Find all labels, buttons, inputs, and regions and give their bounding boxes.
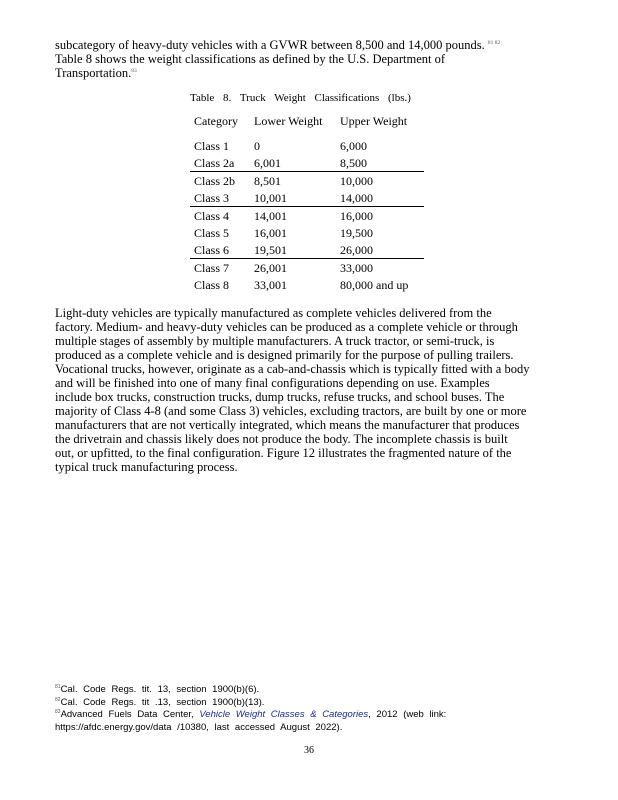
body-line: majority of Class 4-8 (and some Class 3) vehicles, excluding tractors, are built by one or more xyxy=(55,404,527,418)
header-lower-weight: Lower Weight xyxy=(254,113,323,128)
page-number: 36 xyxy=(304,745,314,756)
footnote-text: Cal. Code Regs. tit. 13, section 1900(b)(6). xyxy=(60,684,260,695)
body-line: factory. Medium- and heavy-duty vehicles can be produced as a complete vehicle or through xyxy=(55,320,518,334)
cell-category: Class 5 xyxy=(194,226,230,240)
cell-lower: 19,501 xyxy=(254,243,287,257)
cell-upper: 33,000 xyxy=(336,259,424,277)
body-line: produced as a complete vehicle and is designed primarily for the purpose of pulling trailers. xyxy=(55,348,514,362)
cell-upper: 19,500 xyxy=(340,226,373,240)
table-row xyxy=(190,241,424,259)
cell-lower: 6,001 xyxy=(254,156,281,170)
cell-category: Class 7 xyxy=(190,259,250,277)
footnotes xyxy=(55,684,446,734)
body-line: Vocational trucks, however, originate as a cab-and-chassis which is typically fitted with a body xyxy=(55,362,530,376)
cell-lower: 0 xyxy=(254,139,260,153)
footnote-82 xyxy=(55,697,446,710)
cell-lower: 10,001 xyxy=(254,191,287,205)
footnote-ref-83[interactable]: 83 xyxy=(131,68,137,74)
table-row xyxy=(190,130,424,154)
cell-upper: 6,000 xyxy=(340,139,367,153)
cell-lower: 16,001 xyxy=(254,226,287,240)
cell-lower: 14,001 xyxy=(250,207,336,225)
body-line: and will be finished into one of many final configurations depending on use. Examples xyxy=(55,376,490,390)
table-row xyxy=(190,189,424,207)
cell-upper: 80,000 and up xyxy=(340,278,409,292)
cell-lower: 33,001 xyxy=(254,278,287,292)
intro-line-3 xyxy=(55,66,555,80)
footnote-text: Advanced Fuels Data Center, xyxy=(60,709,194,720)
cell-category: Class 3 xyxy=(194,191,230,205)
intro-paragraph xyxy=(55,38,555,80)
footnote-number: 83 xyxy=(55,709,61,715)
footnote-number: 82 xyxy=(55,696,61,703)
table-row xyxy=(190,154,424,172)
cell-category: Class 6 xyxy=(194,243,230,257)
table-row xyxy=(190,276,424,293)
footnote-83-url: https://afdc.energy.gov/data /10380, last accessed August 2022). xyxy=(55,721,343,733)
footnote-81 xyxy=(55,684,446,697)
body-line: Light-duty vehicles are typically manufactured as complete vehicles delivered from the xyxy=(55,306,492,320)
body-line: include box trucks, construction trucks, dump trucks, refuse trucks, and school buses. The xyxy=(55,390,505,404)
intro-line-1 xyxy=(55,38,555,52)
body-line: the drivetrain and chassis likely does not produce the body. The incomplete chassis is built xyxy=(55,432,508,446)
footnote-number: 81 xyxy=(55,684,61,690)
footnote-ref-81-82[interactable]: 81 82 xyxy=(487,40,501,46)
footnote-text: Cal. Code Regs. tit .13, section 1900(b)(13). xyxy=(60,696,265,708)
intro-line-3-text: Transportation. xyxy=(55,66,132,80)
cell-upper: 26,000 xyxy=(340,243,373,257)
table-row xyxy=(190,224,424,241)
weight-class-table xyxy=(190,112,424,293)
body-line: manufacturers that are not vertically integrated, which means the manufacturer that produces xyxy=(55,418,520,432)
cell-category: Class 2a xyxy=(194,156,235,170)
body-line: multiple stages of assembly by multiple manufacturers. A truck tractor, or semi-truck, is xyxy=(55,334,495,348)
table-row xyxy=(190,259,424,277)
cell-upper: 16,000 xyxy=(336,207,424,225)
cell-upper: 10,000 xyxy=(336,172,424,190)
cell-category: Class 8 xyxy=(194,278,230,292)
cell-upper: 14,000 xyxy=(340,191,373,205)
table-header-row xyxy=(190,112,424,130)
table-row xyxy=(190,172,424,190)
intro-line-2: Table 8 shows the weight classifications as defined by the U.S. Department of xyxy=(55,52,446,66)
body-line: out, or upfitted, to the final configuration. Figure 12 illustrates the fragmented nature of the xyxy=(55,446,512,460)
header-category: Category xyxy=(194,113,238,128)
cell-lower: 26,001 xyxy=(250,259,336,277)
cell-category: Class 2b xyxy=(190,172,250,190)
intro-line-1-text: subcategory of heavy-duty vehicles with a GVWR between 8,500 and 14,000 pounds. xyxy=(55,38,485,52)
table-caption: Table 8. Truck Weight Classifications (lbs.) xyxy=(190,92,411,104)
table-row xyxy=(190,207,424,225)
cell-lower: 8,501 xyxy=(250,172,336,190)
body-paragraph xyxy=(55,306,575,474)
footnote-source-link[interactable]: Vehicle Weight Classes & Categories xyxy=(199,709,369,720)
cell-category: Class 1 xyxy=(194,139,230,153)
header-upper-weight: Upper Weight xyxy=(340,113,408,128)
footnote-text-tail: , 2012 (web link: xyxy=(368,709,447,720)
body-line: typical truck manufacturing process. xyxy=(55,460,238,474)
footnote-83 xyxy=(55,709,446,722)
cell-category: Class 4 xyxy=(190,207,250,225)
cell-upper: 8,500 xyxy=(340,156,367,170)
